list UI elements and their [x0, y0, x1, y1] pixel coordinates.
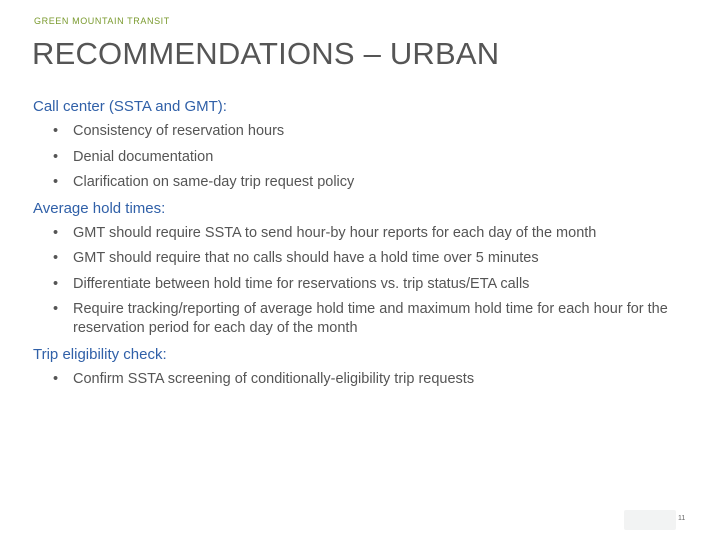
slide-title: RECOMMENDATIONS – URBAN — [32, 36, 500, 71]
bullet-list-trip-eligibility — [33, 370, 683, 389]
list-item: • GMT should require that no calls should have a hold time over 5 minutes — [53, 250, 539, 266]
section-heading-call-center: Call center (SSTA and GMT): — [33, 98, 227, 115]
bullet-icon: • — [53, 174, 59, 190]
slide-content — [33, 97, 683, 395]
bullet-icon: • — [53, 301, 59, 317]
bullet-icon: • — [53, 148, 59, 165]
bullet-icon: • — [53, 250, 59, 266]
list-item: • Clarification on same-day trip request policy — [53, 174, 355, 190]
list-item: • Differentiate between hold time for reservations vs. trip status/ETA calls — [53, 275, 530, 292]
bullet-icon: • — [53, 275, 59, 292]
bullet-icon: • — [53, 123, 59, 139]
footer-logo-watermark — [624, 510, 676, 530]
list-item: • Denial documentation — [53, 148, 214, 165]
organization-label: GREEN MOUNTAIN TRANSIT — [34, 16, 170, 26]
section-heading-hold-times: Average hold times: — [33, 199, 166, 217]
list-item: • GMT should require SSTA to send hour-by hour reports for each day of the month — [53, 224, 597, 241]
list-item: • Require tracking/reporting of average hold time and maximum hold time for each hour for the reservation period for each day of the month — [53, 301, 668, 336]
bullet-icon: • — [53, 224, 59, 241]
bullet-list-hold-times — [33, 224, 683, 339]
page-number: 11 — [678, 515, 686, 522]
bullet-list-call-center — [33, 122, 683, 192]
bullet-icon: • — [53, 370, 59, 387]
list-item: • Confirm SSTA screening of conditionally-eligibility trip requests — [53, 370, 475, 387]
list-item: • Consistency of reservation hours — [53, 123, 285, 139]
section-heading-trip-eligibility: Trip eligibility check: — [33, 345, 167, 363]
